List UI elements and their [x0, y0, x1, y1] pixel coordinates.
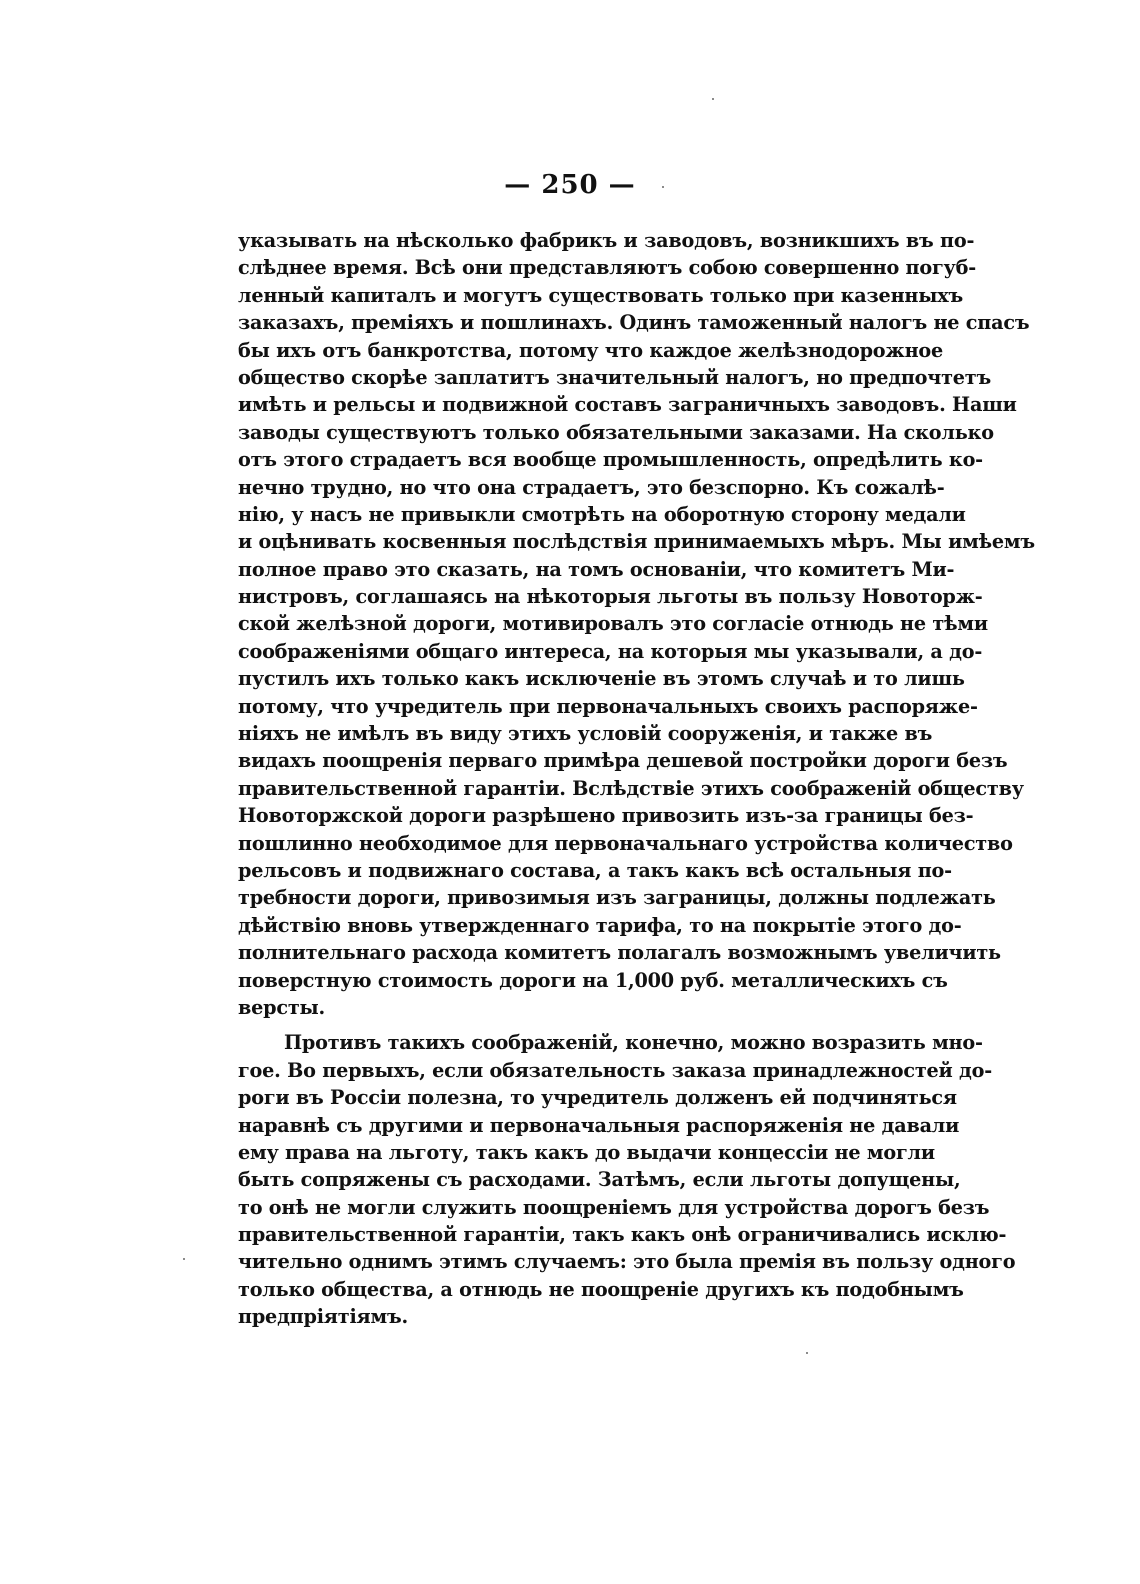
text-line: только общества, а отнюдь не поощреніе другихъ къ подобнымъ — [238, 1277, 964, 1301]
text-line: слѣднее время. Всѣ они представляютъ собою совершенно погуб- — [238, 256, 976, 280]
scan-speck — [712, 98, 714, 100]
paragraph — [238, 1029, 1016, 1330]
text-line: ленный капиталъ и могутъ существовать только при казенныхъ — [238, 283, 964, 307]
text-line: гое. Во первыхъ, если обязательность заказа принадлежностей до- — [238, 1058, 992, 1082]
paragraph — [238, 227, 1035, 1021]
text-line: быть сопряжены съ расходами. Затѣмъ, если льготы допущены, — [238, 1168, 961, 1192]
text-line: ніяхъ не имѣлъ въ виду этихъ условій сооруженія, и также въ — [238, 722, 933, 746]
text-line: заводы существуютъ только обязательными заказами. На сколько — [238, 420, 994, 444]
text-line: имѣть и рельсы и подвижной составъ заграничныхъ заводовъ. Наши — [238, 393, 1017, 417]
text-line: дѣйствію вновь утвержденнаго тарифа, то на покрытіе этого до- — [238, 913, 962, 937]
text-line: полнительнаго расхода комитетъ полагалъ возможнымъ увеличить — [238, 941, 1001, 965]
paragraph-gap — [238, 1021, 893, 1029]
text-line: версты. — [238, 995, 326, 1019]
page-number: — 250 — — [504, 170, 636, 200]
scan-speck — [806, 1352, 808, 1354]
scan-speck — [662, 186, 664, 188]
text-line: предпріятіямъ. — [238, 1305, 408, 1329]
text-line: чительно однимъ этимъ случаемъ: это была премія въ пользу одного — [238, 1250, 1016, 1274]
text-line: соображеніями общаго интереса, на которыя мы указывали, а до- — [238, 639, 983, 663]
text-line: потому, что учредитель при первоначальныхъ своихъ распоряже- — [238, 694, 978, 718]
text-line: и оцѣнивать косвенныя послѣдствія принимаемыхъ мѣръ. Мы имѣемъ — [238, 530, 1035, 554]
text-line: Новоторжской дороги разрѣшено привозить изъ-за границы без- — [238, 804, 974, 828]
text-line: указывать на нѣсколько фабрикъ и заводовъ, возникшихъ въ по- — [238, 229, 975, 252]
text-line: требности дороги, привозимыя изъ заграницы, должны подлежать — [238, 886, 996, 910]
scan-speck — [183, 1258, 185, 1260]
text-line: правительственной гарантіи, такъ какъ онѣ ограничивались исклю- — [238, 1223, 1007, 1247]
text-line: бы ихъ отъ банкротства, потому что каждое желѣзнодорожное — [238, 338, 944, 362]
text-line: роги въ Россіи полезна, то учредитель долженъ ей подчиняться — [238, 1086, 957, 1110]
text-line: заказахъ, преміяхъ и пошлинахъ. Одинъ таможенный налогъ не спасъ — [238, 311, 1030, 335]
text-line: видахъ поощренія перваго примѣра дешевой постройки дороги безъ — [238, 749, 1008, 773]
text-line: ской желѣзной дороги, мотивировалъ это согласіе отнюдь не тѣми — [238, 612, 988, 636]
text-line: поверстную стоимость дороги на 1,000 руб. металлическихъ съ — [238, 968, 948, 992]
text-line: рельсовъ и подвижнаго состава, а такъ какъ всѣ остальныя по- — [238, 858, 952, 882]
text-line: полное право это сказать, на томъ основаніи, что комитетъ Ми- — [238, 557, 955, 581]
text-line: нію, у насъ не привыкли смотрѣть на оборотную сторону медали — [238, 502, 966, 526]
text-line: нистровъ, соглашаясь на нѣкоторыя льготы въ пользу Новоторж- — [238, 585, 983, 609]
text-line: пустилъ ихъ только какъ исключеніе въ этомъ случаѣ и то лишь — [238, 667, 965, 691]
text-line: ему права на льготу, такъ какъ до выдачи концессіи не могли — [238, 1140, 935, 1164]
text-line: нечно трудно, но что она страдаетъ, это безспорно. Къ сожалѣ- — [238, 475, 945, 499]
text-line: Противъ такихъ соображеній, конечно, можно возразить мно- — [284, 1031, 983, 1055]
text-line: пошлинно необходимое для первоначальнаго устройства количество — [238, 831, 1013, 855]
text-line: правительственной гарантіи. Вслѣдствіе этихъ соображеній обществу — [238, 776, 1024, 800]
body-text — [238, 227, 1035, 1331]
text-line: наравнѣ съ другими и первоначальныя распоряженія не давали — [238, 1113, 960, 1137]
text-line: общество скорѣе заплатитъ значительный налогъ, но предпочтетъ — [238, 365, 992, 389]
text-line: отъ этого страдаетъ вся вообще промышленность, опредѣлить ко- — [238, 448, 983, 472]
text-line: то онѣ не могли служить поощреніемъ для устройства дорогъ безъ — [238, 1195, 990, 1219]
